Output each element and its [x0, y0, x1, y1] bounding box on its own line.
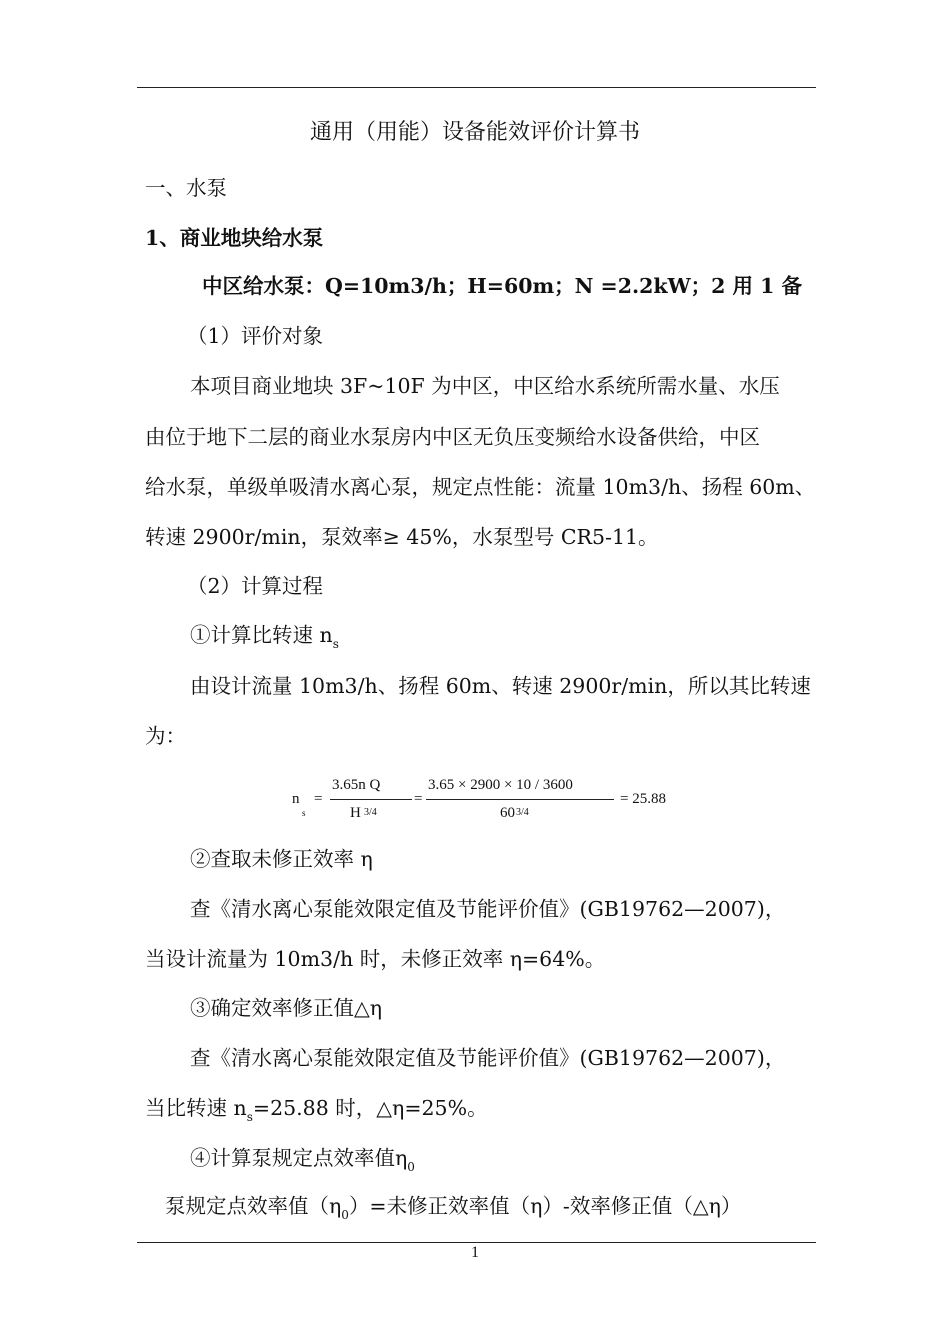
step-1-text: ①计算比转速 n: [190, 623, 333, 647]
formula-equals-2: =: [414, 791, 423, 807]
formula-numerator-2: 3.65 × 2900 × 10 / 3600: [428, 777, 573, 793]
paragraph-3-line-1: 查《清水离心泵能效限定值及节能评价值》(GB19762—2007)，: [190, 897, 786, 921]
paragraph-5: [165, 1193, 741, 1228]
paragraph-1-line-1: 本项目商业地块 3F~10F 为中区，中区给水系统所需水量、水压: [190, 374, 780, 398]
paragraph-5-end: ）=未修正效率值（η）-效率修正值（△η）: [348, 1194, 742, 1218]
step-4-subscript: 0: [407, 1160, 415, 1174]
paragraph-5-subscript: 0: [341, 1208, 349, 1222]
paragraph-4-subscript: s: [246, 1110, 253, 1124]
fraction-bar-1: [330, 799, 412, 800]
fraction-bar-2: [426, 799, 614, 800]
paragraph-4-line-2-end: =25.88 时，△η=25%。: [252, 1096, 488, 1120]
specific-speed-formula: [290, 774, 690, 830]
paragraph-4-line-2: [145, 1095, 488, 1130]
item-heading-1: （1）评价对象: [187, 324, 324, 348]
paragraph-1-line-2: 由位于地下二层的商业水泵房内中区无负压变频给水设备供给，中区: [145, 425, 760, 449]
paragraph-1-line-4: 转速 2900r/min，泵效率≥ 45%，水泵型号 CR5-11。: [145, 525, 659, 549]
paragraph-4-line-2-start: 当比转速 n: [145, 1096, 247, 1120]
subsection-heading: 1、商业地块给水泵: [145, 226, 324, 250]
pump-spec: 中区给水泵：Q=10m3/h；H=60m；N =2.2kW；2 用 1 备: [202, 274, 803, 298]
paragraph-3-line-2: 当设计流量为 10m3/h 时，未修正效率 η=64%。: [145, 947, 606, 971]
step-3-heading: ③确定效率修正值△η: [190, 996, 383, 1020]
formula-equals-1: =: [314, 791, 323, 807]
item-heading-2: （2）计算过程: [187, 574, 324, 598]
header-rule: [137, 87, 816, 88]
paragraph-2-line-2: 为：: [145, 724, 186, 748]
formula-lhs: n: [292, 791, 300, 807]
paragraph-5-start: 泵规定点效率值（η: [165, 1194, 342, 1218]
document-title: 通用（用能）设备能效评价计算书: [309, 120, 640, 145]
footer-rule: [137, 1242, 816, 1243]
paragraph-2-line-1: 由设计流量 10m3/h、扬程 60m、转速 2900r/min，所以其比转速: [190, 674, 811, 698]
step-4-text: ④计算泵规定点效率值η: [190, 1146, 408, 1170]
formula-denominator-2-exponent: 3/4: [516, 807, 529, 818]
formula-denominator-2: 60: [500, 805, 515, 821]
paragraph-1-line-3: 给水泵，单级单吸清水离心泵，规定点性能：流量 10m3/h、扬程 60m、: [145, 475, 816, 499]
formula-lhs-subscript: s: [302, 808, 306, 818]
formula-denominator-1: H: [350, 805, 361, 821]
step-1-subscript: s: [332, 637, 339, 651]
formula-denominator-1-exponent: 3/4: [364, 807, 377, 818]
formula-numerator-1: 3.65n Q: [332, 777, 381, 793]
section-heading: 一、水泵: [145, 176, 227, 200]
step-1-heading: [190, 622, 339, 657]
page-number: 1: [471, 1244, 479, 1261]
step-2-heading: ②查取未修正效率 η: [190, 847, 373, 871]
step-4-heading: [190, 1145, 415, 1180]
formula-result: = 25.88: [620, 791, 666, 807]
paragraph-4-line-1: 查《清水离心泵能效限定值及节能评价值》(GB19762—2007)，: [190, 1046, 786, 1070]
